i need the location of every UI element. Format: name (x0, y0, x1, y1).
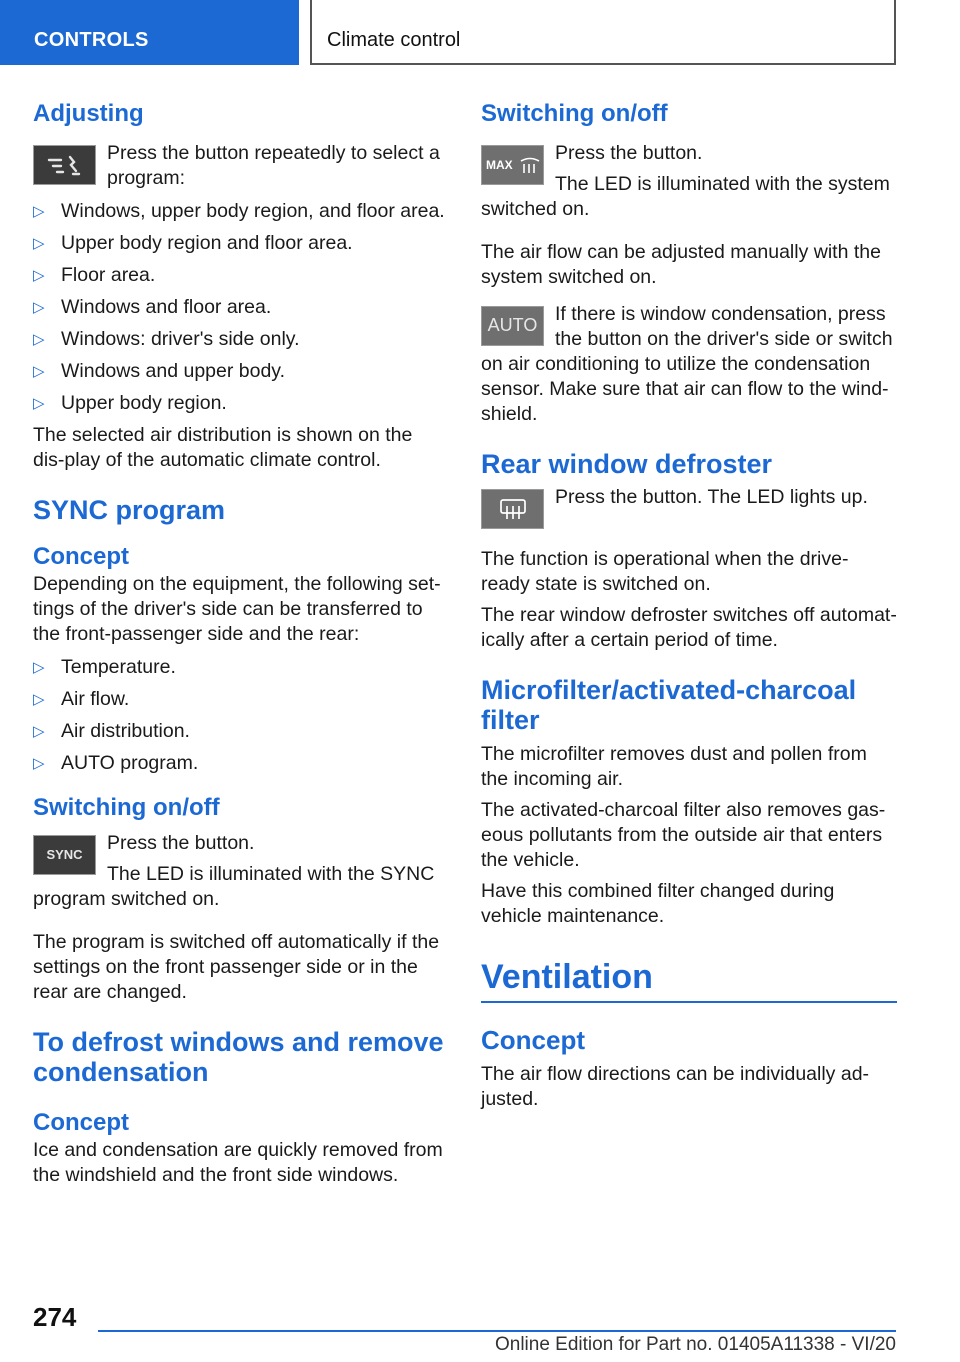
sync-list (33, 655, 448, 776)
list-item (33, 687, 448, 712)
auto-text: If there is window condensation, press the button on the driver's side or switch on air conditioning to utilize the condensation sensor. Make sure that air can flow to the wind-shield. (481, 302, 893, 425)
auto-button-label: AUTO (487, 315, 538, 336)
sync-button-icon (33, 835, 96, 875)
triangle-bullet-icon: ▷ (33, 394, 45, 412)
switching-heading: Switching on/off (481, 100, 668, 127)
section-title: CONTROLS (34, 29, 149, 51)
triangle-bullet-icon: ▷ (33, 330, 45, 348)
adjusting-block (33, 141, 448, 191)
triangle-bullet-icon: ▷ (33, 266, 45, 284)
list-item-text: Floor area. (61, 263, 156, 286)
list-item (33, 391, 448, 416)
list-item-text: Windows: driver's side only. (61, 327, 300, 350)
adjusting-heading: Adjusting (33, 100, 144, 127)
distribution-note: The selected air distribution is shown on the dis-play of the automatic climate control. (33, 423, 413, 471)
page-number: 274 (33, 1302, 77, 1332)
list-item (33, 655, 448, 680)
rear-text-2: The rear window defroster switches off automat-ically after a certain period of time. (481, 604, 897, 652)
triangle-bullet-icon: ▷ (33, 234, 45, 252)
list-item-text: Air flow. (61, 687, 130, 710)
program-list (33, 199, 448, 416)
max-defrost-button-icon (481, 145, 544, 185)
auto-button-icon (481, 306, 544, 346)
defrost-concept-text: Ice and condensation are quickly removed from the windshield and the front side windows. (33, 1138, 443, 1186)
microfilter-text-1: The microfilter removes dust and pollen from the incoming air. (481, 742, 867, 790)
triangle-bullet-icon: ▷ (33, 690, 45, 708)
list-item-text: Windows and floor area. (61, 295, 272, 318)
air-distribution-button-icon (33, 145, 96, 185)
rear-window-defroster-icon (481, 489, 544, 529)
list-item-text: Upper body region and floor area. (61, 231, 353, 254)
sync-off-text: The program is switched off automatically if the settings on the front passenger side or in the rear are changed. (33, 930, 440, 1003)
max-led-text: The LED is illuminated with the system switched on. (481, 172, 890, 220)
chapter-header (310, 0, 896, 65)
list-item (33, 231, 448, 256)
microfilter-text-3: Have this combined filter changed during vehicle maintenance. (481, 879, 835, 927)
rear-defroster-heading: Rear window defroster (481, 448, 773, 479)
sync-button-block (33, 831, 448, 912)
defrost-concept-heading: Concept (33, 1109, 129, 1137)
adjusting-intro: Press the button repeatedly to select a program: (107, 141, 440, 189)
sync-led-text: The LED is illuminated with the SYNC program switched on. (33, 862, 435, 910)
right-column (481, 100, 897, 1112)
section-tab (0, 0, 299, 65)
list-item-text: AUTO program. (61, 751, 199, 774)
left-column (33, 100, 448, 1188)
triangle-bullet-icon: ▷ (33, 362, 45, 380)
sync-button-label: SYNC (46, 847, 83, 863)
triangle-bullet-icon: ▷ (33, 722, 45, 740)
airflow-text: The air flow can be adjusted manually with the system switched on. (481, 240, 881, 288)
triangle-bullet-icon: ▷ (33, 754, 45, 772)
list-item (33, 359, 448, 384)
max-button-block (481, 141, 897, 222)
triangle-bullet-icon: ▷ (33, 298, 45, 316)
list-item (33, 751, 448, 776)
list-item-text: Windows, upper body region, and floor area. (61, 199, 445, 222)
list-item (33, 263, 448, 288)
rear-press-text: Press the button. The LED lights up. (555, 486, 868, 509)
max-press-text: Press the button. (555, 141, 703, 164)
sync-press-text: Press the button. (107, 831, 255, 854)
list-item-text: Temperature. (61, 655, 176, 678)
triangle-bullet-icon: ▷ (33, 658, 45, 676)
auto-button-block (481, 302, 897, 427)
sync-concept-text: Depending on the equipment, the following set-tings of the driver's side can be transferred to the front-passenger side and the rear: (33, 572, 441, 645)
rear-button-block (481, 485, 897, 533)
microfilter-text-2: The activated-charcoal filter also removes gas-eous pollutants from the outside air that enters the vehicle. (481, 798, 886, 871)
ventilation-concept-heading: Concept (481, 1025, 585, 1056)
max-button-label: MAX (485, 157, 513, 172)
rear-text-1: The function is operational when the drive-ready state is switched on. (481, 548, 849, 596)
chapter-title: Climate control (327, 29, 461, 51)
footer-edition: Online Edition for Part no. 01405A11338 - VI/20 (494, 1334, 896, 1355)
list-item-text: Air distribution. (61, 719, 190, 742)
list-item (33, 295, 448, 320)
list-item (33, 199, 448, 224)
footer-rule (98, 1330, 896, 1332)
list-item-text: Upper body region. (61, 391, 227, 414)
microfilter-heading: Microfilter/activated-charcoal filter (481, 675, 857, 736)
ventilation-heading: Ventilation (481, 957, 653, 996)
defrost-heading: To defrost windows and remove condensation (33, 1026, 444, 1087)
sync-concept-heading: Concept (33, 543, 129, 571)
sync-heading: SYNC program (33, 494, 226, 525)
list-item (33, 327, 448, 352)
list-item (33, 719, 448, 744)
sync-switch-heading: Switching on/off (33, 793, 220, 821)
list-item-text: Windows and upper body. (61, 359, 286, 382)
ventilation-concept-text: The air flow directions can be individually ad-justed. (481, 1063, 870, 1111)
triangle-bullet-icon: ▷ (33, 202, 45, 220)
ventilation-rule (481, 1001, 897, 1003)
